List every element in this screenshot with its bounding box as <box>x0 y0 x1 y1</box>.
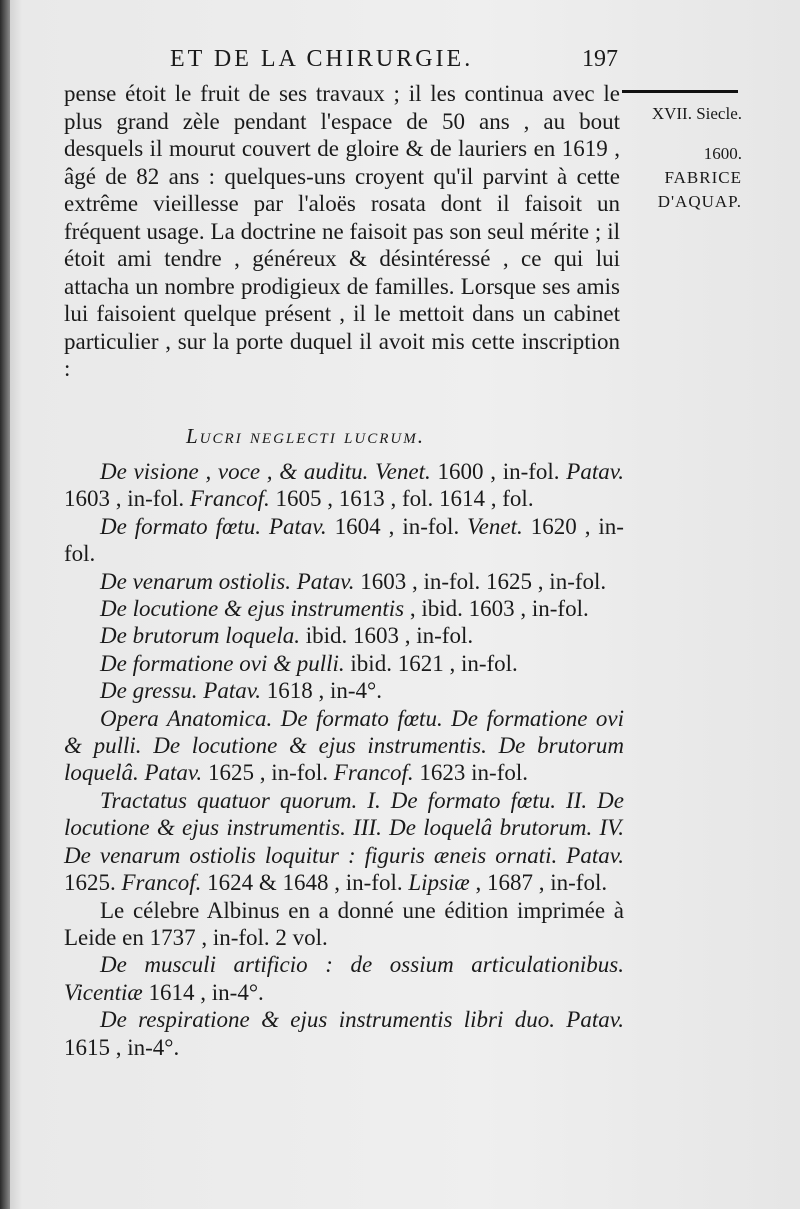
running-title: ET DE LA CHIRURGIE. <box>170 46 474 72</box>
bibliography-entry: De formatione ovi & pulli. ibid. 1621 , in-fol. <box>100 650 518 676</box>
bibliography-entry: De gressu. Patav. 1618 , in-4°. <box>100 678 382 704</box>
margin-note-name-2: D'AQUAP. <box>657 192 742 211</box>
bibliography-entry: De visione , voce , & auditu. Venet. 1600 , in-fol. Patav. 1603 , in-fol. Francof. 1605 , 1613 , fol. 1614 , fol. <box>64 459 624 512</box>
bibliography-entry: Tractatus quatuor quorum. I. De formato fœtu. II. De locutione & ejus instrumentis. III. De loquelâ brutorum. IV. De venarum ostiolis loquitur : figuris æneis ornati. Patav. 1625. Francof. 1624 & 1648 , in-fol. Lipsiæ , 1687 , in-fol. <box>64 787 624 896</box>
motto-inscription: Lucri neglecti lucrum. <box>186 424 425 448</box>
bibliography-entry: De venarum ostiolis. Patav. 1603 , in-fol. 1625 , in-fol. <box>100 568 607 594</box>
bibliography-entry: De brutorum loquela. ibid. 1603 , in-fol. <box>100 623 474 649</box>
body-paragraph: pense étoit le fruit de ses travaux ; il les continua avec le plus grand zèle pendant l'espace de 50 ans , au bout desquels il mourut couvert de gloire & de lauriers en 1619 , âgé de 82 ans : quelques-uns croyent qu'il parvint à cette extrême vieillesse par l'aloës rosata dont il faisoit un fréquent usage. La doctrine ne faisoit pas son seul mérite ; il étoit ami tendre , généreux & désintéressé , ce qui lui attacha un nombre prodigieux de familles. Lorsque ses amis lui faisoient quelque présent , il le mettoit dans un cabinet particulier , sur la porte duquel il avoit mis cette inscription : <box>64 81 620 381</box>
binding-gutter <box>0 0 10 1209</box>
margin-rule <box>622 90 738 93</box>
running-head <box>170 46 618 76</box>
body-text <box>64 80 620 383</box>
bibliography-entry: Le célebre Albinus en a donné une édition imprimée à Leide en 1737 , in-fol. 2 vol. <box>64 897 624 950</box>
bibliography-entry: De respiratione & ejus instrumentis libri duo. Patav. 1615 , in-4°. <box>64 1007 624 1060</box>
bibliography-entry: De formato fœtu. Patav. 1604 , in-fol. Venet. 1620 , in-fol. <box>64 513 624 567</box>
margin-note-name-1: FABRICE <box>664 168 742 187</box>
margin-note-year: 1600. <box>703 144 742 163</box>
bibliography-entry: De musculi artificio : de ossium articulationibus. Vicentiæ 1614 , in-4°. <box>64 952 624 1005</box>
margin-notes <box>622 102 742 214</box>
bibliography-entry: Opera Anatomica. De formato fœtu. De formatione ovi & pulli. De locutione & ejus instrumentis. De brutorum loquelâ. Patav. 1625 , in-fol. Francof. 1623 in-fol. <box>64 705 624 786</box>
margin-note-century: XVII. Siecle. <box>651 104 742 123</box>
bibliography-entry: De locutione & ejus instrumentis , ibid. 1603 , in-fol. <box>100 596 589 622</box>
page-number: 197 <box>582 46 618 72</box>
bibliography-list <box>64 458 624 1061</box>
